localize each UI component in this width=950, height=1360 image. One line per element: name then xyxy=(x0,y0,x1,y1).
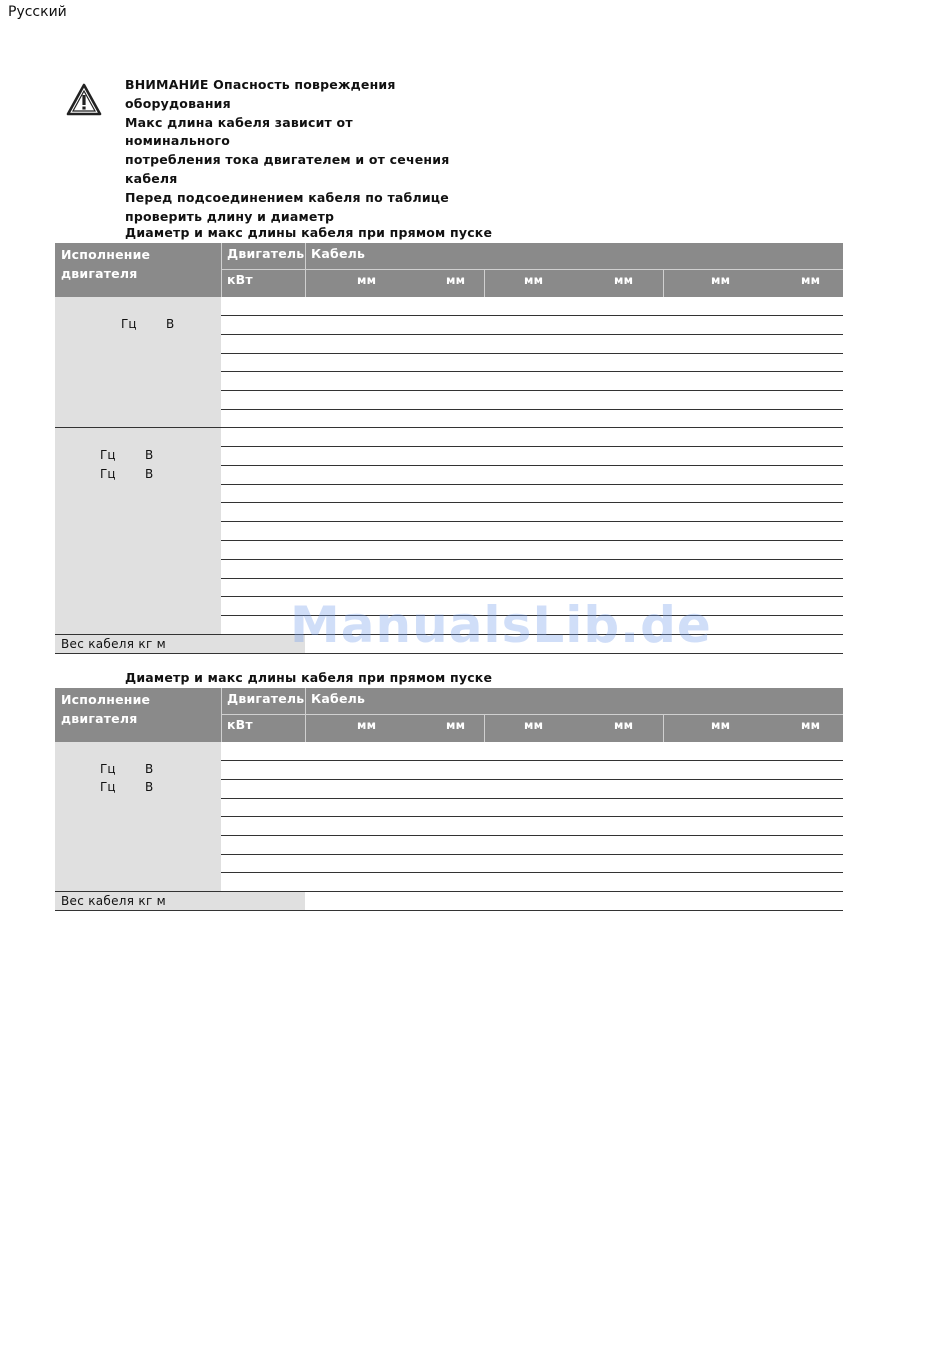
header-divider xyxy=(221,688,222,742)
frequency-label: Гц xyxy=(121,317,137,331)
header-unit-kw: кВт xyxy=(227,717,253,732)
voltage-label: В xyxy=(145,448,154,462)
header-mm: мм xyxy=(614,273,634,287)
header-divider xyxy=(484,269,485,297)
voltage-label: В xyxy=(145,467,154,481)
header-mm: мм xyxy=(446,718,466,732)
header-divider xyxy=(305,243,306,297)
header-divider xyxy=(221,269,843,270)
header-cable: Кабель xyxy=(311,691,366,706)
table-row xyxy=(221,371,843,372)
frequency-label: Гц xyxy=(100,467,116,481)
cable-weight-label: Вес кабеля кг м xyxy=(61,894,167,908)
table-row xyxy=(221,521,843,522)
warning-line: Макс длина кабеля зависит от номинального xyxy=(125,114,353,149)
cable-table-1 xyxy=(55,243,843,655)
table-row xyxy=(221,502,843,503)
table-row xyxy=(221,465,843,466)
version-column xyxy=(55,742,221,891)
group-divider xyxy=(55,427,843,428)
header-mm: мм xyxy=(711,273,731,287)
table-row xyxy=(221,390,843,391)
header-divider xyxy=(484,714,485,742)
warning-line: проверить длину и диаметр xyxy=(125,208,335,224)
voltage-label: В xyxy=(145,762,154,776)
language-label: Русский xyxy=(8,4,67,20)
warning-line: ВНИМАНИЕ Опасность повреждения xyxy=(125,77,396,92)
table-row xyxy=(221,578,843,579)
header-mm: мм xyxy=(711,718,731,732)
table-caption: Диаметр и макс длины кабеля при прямом пуске xyxy=(125,225,493,240)
table-row xyxy=(221,760,843,761)
table-row xyxy=(221,779,843,780)
table-row xyxy=(221,484,843,485)
table-row xyxy=(221,872,843,873)
frequency-label: Гц xyxy=(100,762,116,776)
table-row xyxy=(221,409,843,410)
warning-line: кабеля xyxy=(125,170,178,186)
header-mm: мм xyxy=(357,273,377,287)
voltage-label: В xyxy=(166,317,175,331)
header-divider xyxy=(663,269,664,297)
table-row xyxy=(221,446,843,447)
voltage-label: В xyxy=(145,780,154,794)
header-divider xyxy=(663,714,664,742)
warning-line: оборудования xyxy=(125,95,231,111)
table-row xyxy=(221,540,843,541)
table-row xyxy=(221,816,843,817)
watermark: ManualsLib.de xyxy=(290,596,712,654)
header-divider xyxy=(305,688,306,742)
cable-weight-row xyxy=(55,892,305,911)
header-mm: мм xyxy=(357,718,377,732)
header-divider xyxy=(221,243,222,297)
cable-table-2 xyxy=(55,688,843,912)
header-mm: мм xyxy=(801,718,821,732)
header-divider xyxy=(221,714,843,715)
table-row xyxy=(221,334,843,335)
header-version: Исполнение двигателя xyxy=(61,692,151,726)
header-cable: Кабель xyxy=(311,246,366,261)
table-header xyxy=(55,243,843,297)
table-row xyxy=(221,854,843,855)
header-mm: мм xyxy=(524,718,544,732)
header-motor: Двигатель xyxy=(227,691,305,706)
table-row xyxy=(221,559,843,560)
header-mm: мм xyxy=(614,718,634,732)
header-mm: мм xyxy=(801,273,821,287)
warning-triangle-icon xyxy=(66,83,102,117)
warning-line: Перед подсоединением кабеля по таблице xyxy=(125,189,449,205)
header-version: Исполнение двигателя xyxy=(61,247,151,281)
cable-weight-label: Вес кабеля кг м xyxy=(61,637,167,651)
header-mm: мм xyxy=(524,273,544,287)
cable-weight-row xyxy=(55,635,305,654)
table-row xyxy=(221,835,843,836)
table-row xyxy=(221,798,843,799)
table-caption: Диаметр и макс длины кабеля при прямом пуске xyxy=(125,670,493,685)
table-header xyxy=(55,688,843,742)
table-row xyxy=(221,353,843,354)
header-unit-kw: кВт xyxy=(227,272,253,287)
warning-line: потребления тока двигателем и от сечения xyxy=(125,152,450,168)
table-row xyxy=(221,315,843,316)
warning-text xyxy=(125,76,455,226)
frequency-label: Гц xyxy=(100,780,116,794)
header-motor: Двигатель xyxy=(227,246,305,261)
header-mm: мм xyxy=(446,273,466,287)
version-column xyxy=(55,297,221,634)
table-bottom-line xyxy=(55,910,843,911)
frequency-label: Гц xyxy=(100,448,116,462)
